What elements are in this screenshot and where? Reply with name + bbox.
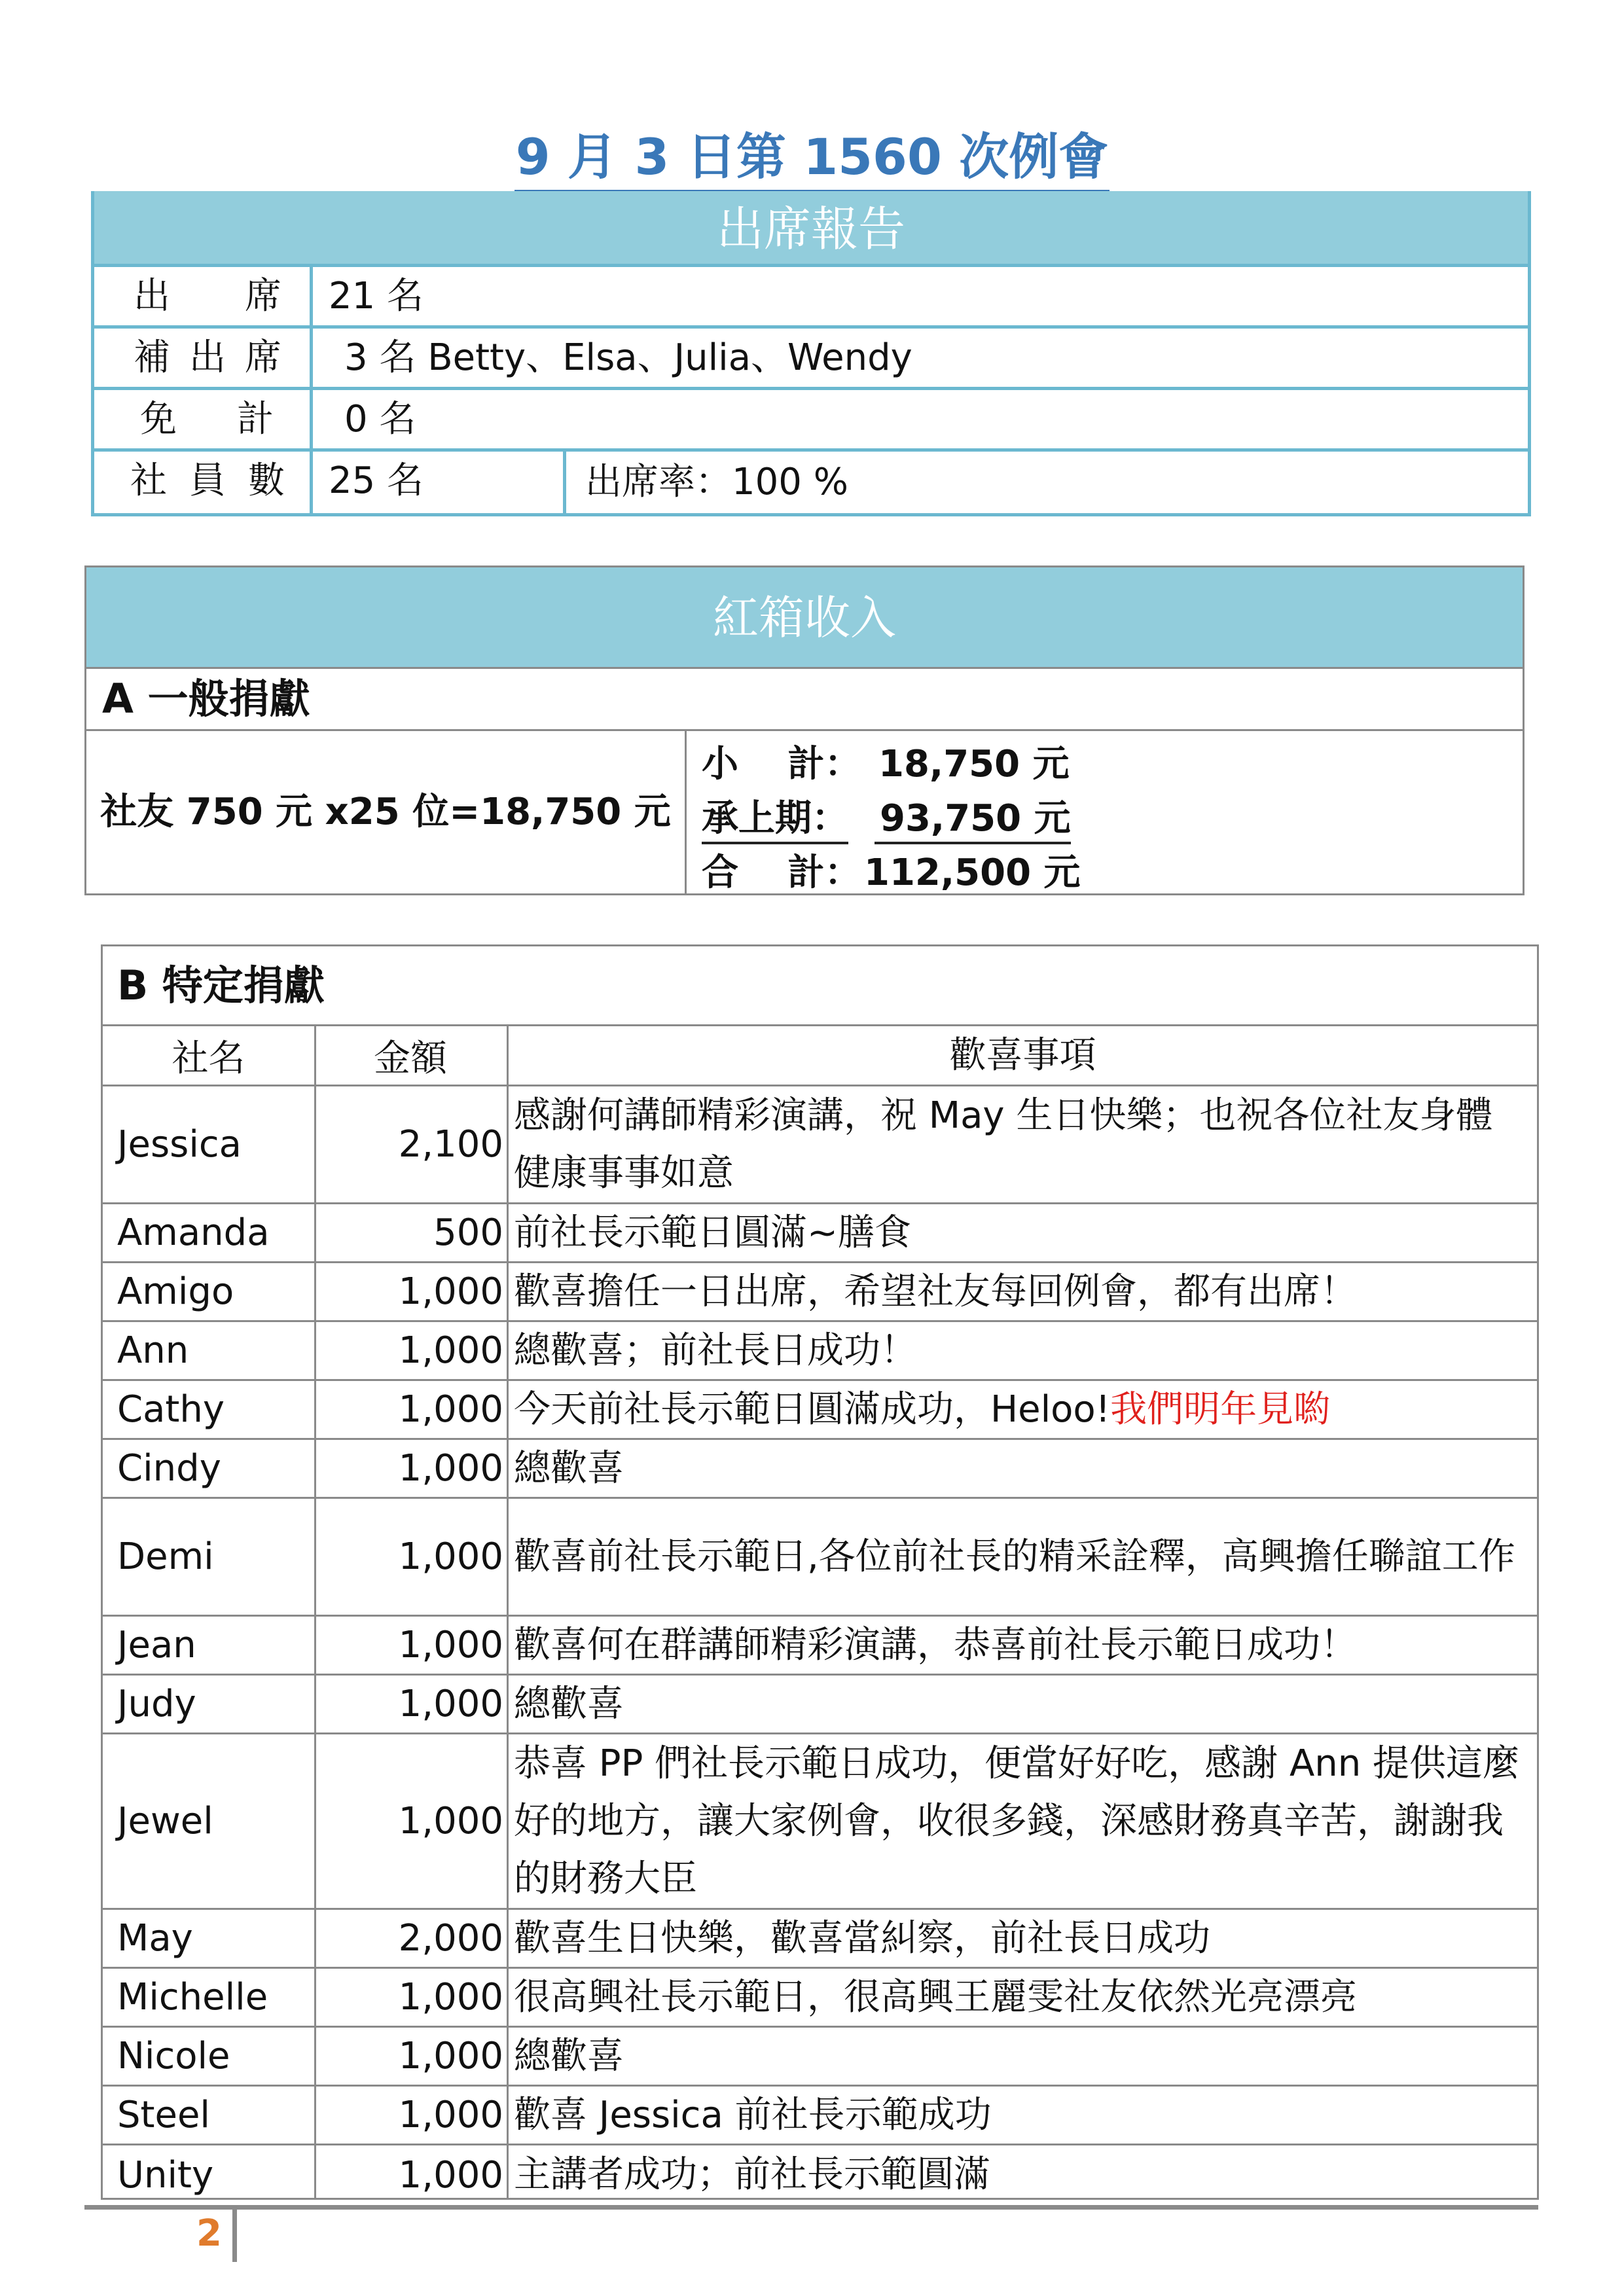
- attendance-label: 補 出 席: [94, 329, 313, 387]
- table-row: Cathy 1,000 今天前社長示範日圓滿成功，Heloo! 我們明年見喲: [103, 1381, 1537, 1440]
- table-row: Amigo 1,000 歡喜擔任一日出席，希望社友每回例會，都有出席！: [103, 1263, 1537, 1322]
- header-name: 社名: [171, 1037, 245, 1080]
- carried-forward-line: 承上期： 93,750 元: [702, 789, 848, 844]
- attendance-row-makeup: [94, 329, 1528, 390]
- table-row: Nicole 1,000 總歡喜: [103, 2028, 1537, 2087]
- header-amount: 金額: [374, 1037, 447, 1080]
- attendance-table: [91, 191, 1531, 516]
- table-header-row: [103, 1026, 1537, 1086]
- donation-formula: 社友 750 元 x25 位=18,750 元: [86, 731, 687, 893]
- attendance-value: 0 名: [344, 398, 416, 440]
- column-divider: [563, 452, 566, 514]
- subtotal-line: 小 計： 18,750 元: [702, 743, 1070, 785]
- page-number: 2: [196, 2212, 222, 2255]
- page-title: 9 月 3 日第 1560 次例會: [0, 124, 1624, 192]
- section-b-title: B 特定捐獻: [103, 946, 1537, 1026]
- attendance-row-present: [94, 267, 1528, 329]
- section-a-body: [86, 731, 1523, 893]
- footer-rule: [84, 2205, 1538, 2210]
- red-box-table: [84, 565, 1525, 895]
- attendance-label: 社 員 數: [94, 452, 313, 514]
- attendance-value: 3 名 Betty、Elsa、Julia、Wendy: [344, 336, 912, 379]
- table-row: Jewel 1,000 恭喜 PP 們社長示範日成功，便當好好吃，感謝 Ann 提供這麼好的地方，讓大家例會，收很多錢，深感財務真辛苦，謝謝我的財務大臣: [103, 1734, 1537, 1910]
- red-box-header: 紅箱收入: [86, 567, 1523, 669]
- header-note: 歡喜事項: [949, 1033, 1096, 1077]
- footer-divider: [232, 2210, 237, 2262]
- attendance-label: 免 計: [94, 390, 313, 448]
- highlight-text: 我們明年見喲: [1110, 1388, 1331, 1431]
- table-row: Steel 1,000 歡喜 Jessica 前社長示範成功: [103, 2087, 1537, 2145]
- attendance-label: 出 席: [94, 267, 313, 325]
- table-row: Ann 1,000 總歡喜；前社長日成功！: [103, 1322, 1537, 1381]
- attendance-rate: 出席率：100 %: [585, 461, 848, 503]
- donation-table: [101, 944, 1539, 2200]
- table-row: Michelle 1,000 很高興社長示範日，很高興王麗雯社友依然光亮漂亮: [103, 1969, 1537, 2028]
- attendance-header: 出席報告: [94, 191, 1528, 267]
- table-row: Unity 1,000 主講者成功；前社長示範圓滿: [117, 2153, 990, 2197]
- attendance-row-members: [94, 452, 1528, 514]
- total-line: 合 計： 112,500 元: [702, 852, 1081, 894]
- attendance-value: 25 名: [329, 459, 424, 502]
- table-row: Judy 1,000 總歡喜: [103, 1676, 1537, 1734]
- attendance-row-exempt: [94, 390, 1528, 452]
- table-row: Jean 1,000 歡喜何在群講師精彩演講，恭喜前社長示範日成功！: [103, 1617, 1537, 1676]
- section-a-title: A 一般捐獻: [86, 669, 1523, 731]
- table-row: Demi 1,000 歡喜前社長示範日,各位前社長的精采詮釋，高興擔任聯誼工作: [103, 1499, 1537, 1617]
- table-row: May 2,000 歡喜生日快樂，歡喜當糾察，前社長日成功: [103, 1910, 1537, 1969]
- table-row: Cindy 1,000 總歡喜: [103, 1440, 1537, 1499]
- table-row: Jessica 2,100 感謝何講師精彩演講，祝 May 生日快樂；也祝各位社友身體健康事事如意: [103, 1086, 1537, 1204]
- table-row: Amanda 500 前社長示範日圓滿~膳食: [103, 1204, 1537, 1263]
- attendance-value: 21 名: [329, 275, 424, 317]
